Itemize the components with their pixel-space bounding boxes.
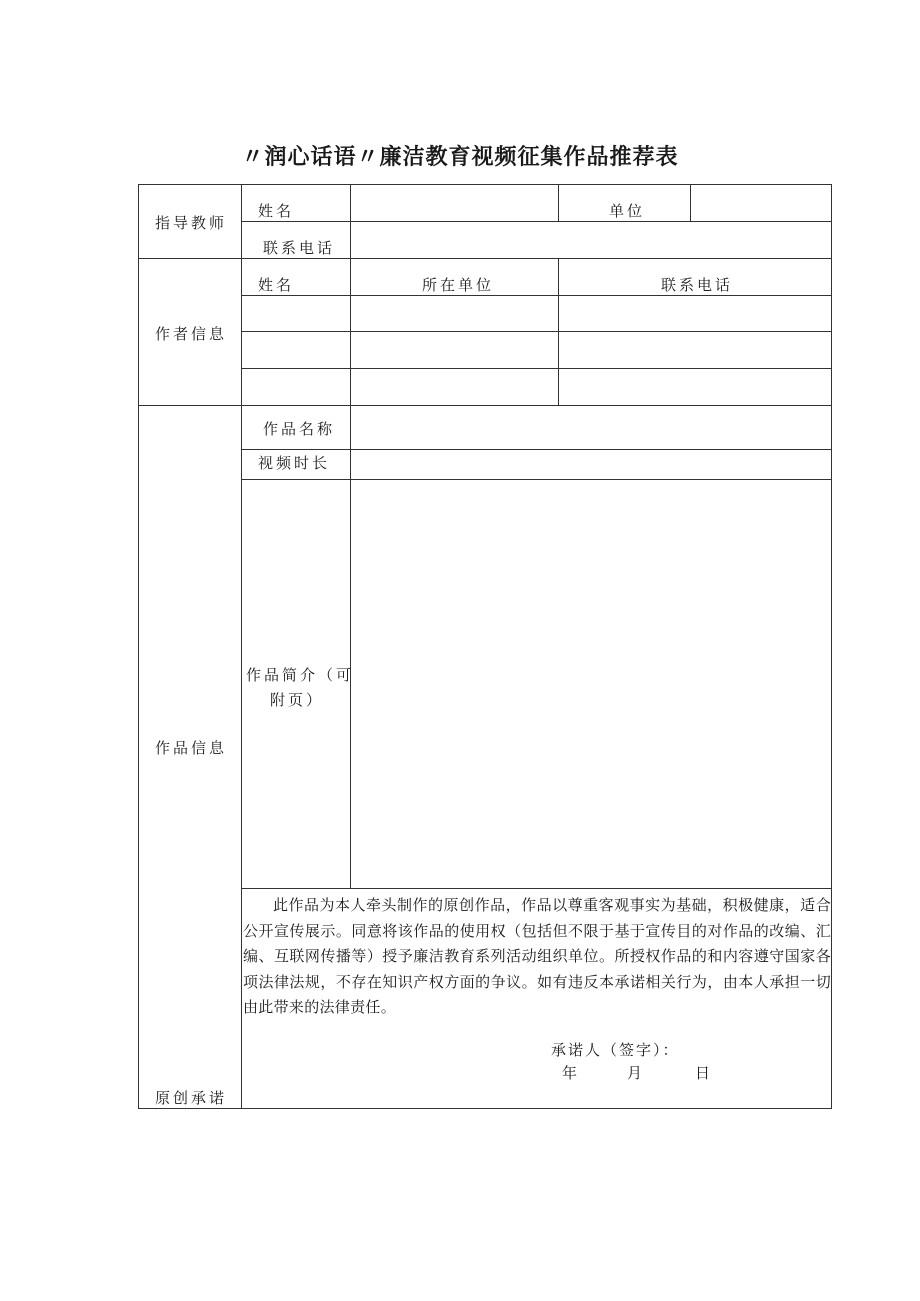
section-label-author: 作者信息 <box>155 325 228 343</box>
row-divider <box>241 221 832 222</box>
work-intro-field[interactable] <box>352 481 830 887</box>
author-header-phone: 联系电话 <box>661 276 734 294</box>
table-border-right <box>831 184 832 1109</box>
col-divider <box>558 258 559 406</box>
author-unit-field[interactable] <box>352 333 557 367</box>
author-header-name: 姓名 <box>258 276 295 294</box>
row-divider <box>241 449 832 450</box>
author-name-field[interactable] <box>243 333 349 367</box>
table-border-bottom <box>138 1108 832 1109</box>
work-title-field[interactable] <box>352 407 830 448</box>
table-border-top <box>138 184 832 185</box>
teacher-phone-field[interactable] <box>352 223 830 257</box>
work-intro-label-line1: 作品简介（可 <box>246 666 355 684</box>
teacher-name-field[interactable] <box>352 186 557 220</box>
date-month-label: 月 <box>627 1064 646 1082</box>
section-divider <box>241 184 242 1109</box>
author-header-unit: 所在单位 <box>422 276 495 294</box>
section-divider-h <box>138 405 832 406</box>
col-divider <box>350 184 351 259</box>
work-duration-field[interactable] <box>352 451 830 478</box>
pledge-text-block <box>243 893 831 1021</box>
section-label-pledge: 原创承诺 <box>155 1089 228 1107</box>
date-day-label: 日 <box>695 1064 714 1082</box>
row-divider <box>241 479 832 480</box>
pledge-text: 此作品为本人牵头制作的原创作品，作品以尊重客观事实为基础，积极健康，适合公开宣传展示。同意将该作品的使用权（包括但不限于基于宣传目的对作品的改编、汇编、互联网传播等）授予廉洁教育系列活动组织单位。所授权作品的和内容遵守国家各项法律法规，不存在知识产权方面的争议。如有违反本承诺相关行为，由本人承担一切由此带来的法律责任。 <box>243 896 831 1016</box>
row-divider <box>241 295 832 296</box>
col-divider <box>350 258 351 406</box>
section-divider-h <box>138 258 832 259</box>
col-divider <box>558 184 559 222</box>
teacher-name-label: 姓名 <box>258 202 295 220</box>
row-divider <box>241 331 832 332</box>
date-year-label: 年 <box>562 1064 581 1082</box>
work-duration-label: 视频时长 <box>258 454 331 472</box>
author-unit-field[interactable] <box>352 370 557 404</box>
col-divider <box>350 405 351 889</box>
form-title: 〃润心话语〃廉洁教育视频征集作品推荐表 <box>241 145 679 170</box>
author-phone-field[interactable] <box>560 333 830 367</box>
signer-label: 承诺人（签字）： <box>551 1041 680 1059</box>
work-title-label: 作品名称 <box>263 420 336 438</box>
section-label-work: 作品信息 <box>155 739 228 757</box>
teacher-phone-label: 联系电话 <box>263 239 336 257</box>
row-divider <box>241 368 832 369</box>
teacher-unit-field[interactable] <box>692 186 830 220</box>
row-divider <box>241 888 832 889</box>
work-intro-label-line2: 附页） <box>270 691 325 709</box>
author-name-field[interactable] <box>243 370 349 404</box>
section-label-teacher: 指导教师 <box>155 214 228 232</box>
author-phone-field[interactable] <box>560 370 830 404</box>
author-name-field[interactable] <box>243 297 349 330</box>
col-divider <box>690 184 691 222</box>
table-border-left <box>138 184 139 1109</box>
author-phone-field[interactable] <box>560 297 830 330</box>
author-unit-field[interactable] <box>352 297 557 330</box>
teacher-unit-label: 单位 <box>609 202 646 220</box>
